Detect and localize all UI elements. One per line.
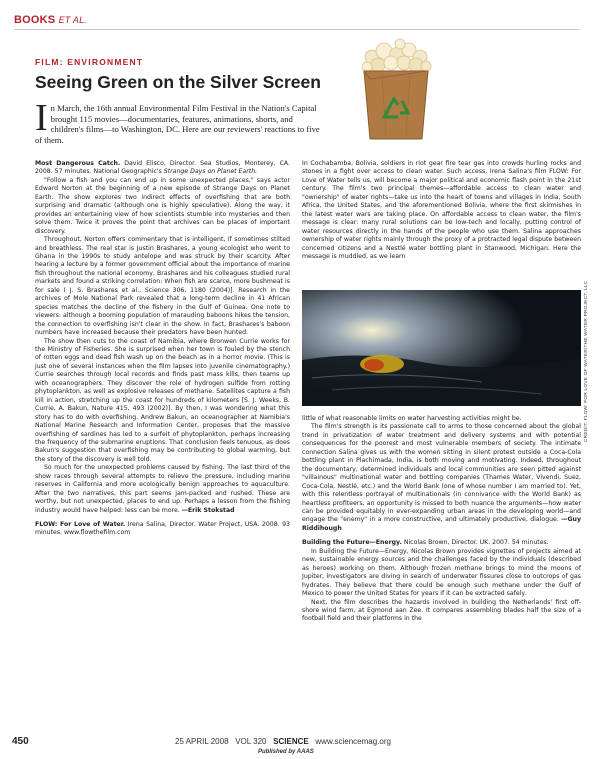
review2-p3-text: The film's strength is its passionate call to arms to those concerned about the global trend in privatization of water treatment and delivery systems and with potential consequences for the poorest and most vulnerable members of society. The intimate connection Salina gives us with the women sitting in silent protest outside a Coca-Cola bottling plant in Plachimada, India, is both moving and motivating. Indeed, throughout the documentary, determined individuals and local communities are seen pitted against "villainous" multinational water and bottling companies (Thames Water, Vivendi, Suez, Coca-Cola, Nestlé, etc.) and the World Bank (one of whose number I am married to). Yet, with this relentless portrayal of multinationals (in connivance with the World Bank) as heartless profiteers, an opportunity is missed to both nuance the arguments—how water can be provided equitably in ever-expanding urban areas in the developing world—and engage the "enemy" in a more constructive, and ultimately productive, dialogue. <box>302 423 581 524</box>
review1-p4-text: So much for the unexpected problems caused by fishing. The last third of the show races through several attempts to relieve the pressure, including marine reserves in California and more ecologically benign approaches to aquaculture. After the two narratives, this part seems jam-packed and rushed. These are worthy, but not unexpected, places to end up. Perhaps a lesson from the fishing industry would have helped: less can be more. <box>35 464 290 514</box>
column-right-top <box>302 160 581 261</box>
review2-credits: Irena Salina, Director. Water Project, USA. 2008. 93 minutes. www.flowthefilm.com <box>35 521 290 537</box>
film-still-svg <box>302 290 581 406</box>
footer-date: 25 APRIL 2008 <box>175 737 229 746</box>
column-right-bottom <box>302 415 581 624</box>
review1-paragraph: "Follow a fish and you can end up in some unexpected places," says actor Edward Norton at the beginning of a new episode of Strange Days on Planet Earth. The show explores two indirect effects of overfishing that are both surprising and dramatic (although one is highly speculative). Along the way, it provides an entertaining view of how scientists stumble into mysteries and then solve them. Twice it proves the point that archives can be places of important discovery. <box>35 176 290 235</box>
footer-publisher: Published by AAAS <box>258 749 314 755</box>
review2-heading-line <box>35 521 290 538</box>
column-left <box>35 160 290 538</box>
review1-paragraph <box>35 464 290 515</box>
paper-bag-shape <box>364 71 428 139</box>
page-number: 450 <box>12 736 29 747</box>
review1-heading: Most Dangerous Catch. <box>35 160 121 167</box>
review3-heading: Building the Future—Energy. <box>302 539 402 547</box>
section-label <box>14 14 87 26</box>
review2-heading: FLOW: For Love of Water. <box>35 521 126 529</box>
footer-journal: SCIENCE <box>273 737 309 746</box>
review3-paragraph: In Building the Future—Energy, Nicolas Brown provides vignettes of projects aimed at new, sustainable energy sources and the challenges faced by the individuals (described as heroes) working on them. Although frozen methane brings to mind the moons of Jupiter, investigators are diving in search of underwater fissures close to outcrops of gas hydrates. They believe that there could be enough such methane under the Gulf of Mexico to power the United States for years if it can be extracted safely. <box>302 547 581 598</box>
popcorn-bag-svg <box>342 35 450 143</box>
review3-paragraph: Next, the film describes the hazards involved in building the Netherlands' first off-shore wind farm, at Egmond aan Zee. It compares assembling blades half the size of a football field and their platforms in the <box>302 598 581 623</box>
intro-text: n March, the 16th annual Environmental Film Festival in the Nation's Capital brought 115 movies—documentaries, features, animations, shorts, and children's films—to Washington, DC. Here are our reviewers' reactions to five of them. <box>35 103 320 145</box>
photo-credit: CREDIT: FLOW: FOR LOVE OF WATER/THE WATER PROJECT, LLC <box>584 280 589 442</box>
footer-url[interactable]: www.sciencemag.org <box>315 737 391 746</box>
review3-credits: Nicolas Brown, Director. UK. 2007. 54 minutes. <box>403 539 549 547</box>
article-title: Seeing Green on the Silver Screen <box>35 72 321 92</box>
review2-paragraph: little of what reasonable limits on water harvesting activities might be. <box>302 415 522 422</box>
footer-volume: VOL 320 <box>235 737 267 746</box>
review1-series: Strange Days on Planet Earth. <box>163 168 258 176</box>
article-intro <box>35 97 325 145</box>
review2-paragraph <box>302 423 581 533</box>
film-still-photo <box>302 290 581 406</box>
review1-paragraph: Throughout, Norton offers commentary that is intelligent, if sometimes stilted and breathless. The real star is Justin Brashares, a young ecologist who went to Ghana in the 1990s to study antelope and was struck by their scarcity. After hearing a lecture by a former government official about the importance of marine fish throughout the national economy, Brashares and his colleagues studied rural markets and found a striking correlation: When fish are scarce, more bushmeat is for sale ( J. S. Brashares et al., Science 306, 1180 (2004)]. Research in the archives of Mole National Park revealed that a long-term decline in 41 African species matches the decline of the fishery in the Gulf of Guinea. One note to viewers: although a booming population of marauding baboons hikes the tension, the connection to overfishing isn't clear in the show. In fact, Brashares's baboon numbers have increased because their predators have been hunted. <box>35 236 290 337</box>
article-kicker: FILM: ENVIRONMENT <box>35 57 144 67</box>
review1-credits: David Elisco, Director. Sea Studios, Monterey, CA. 2008. 57 minutes. National Geographic's <box>35 160 291 176</box>
review2-paragraph: In Cochabamba, Bolivia, soldiers in riot gear fire tear gas into crowds hurling rocks and stones in a fight over access to clean water. Such access, Irena Salina's film FLOW: For Love of Water tells us, will become a major political and economic flash point in the 21st century. The film's two principal themes—affordable access to clean water and "ownership" of water rights—take us into the heart of towns and villages in India, South Africa, the United States, and the aforementioned Bolivia, where the first skirmishes in the latest water wars are taking place. On affordable access to clean water, the film's message is clear: many rural solutions can be low-tech and locally, putting control of water resources directly in the hands of the people who use them. Salina approaches ownership of water rights mainly through the proxy of a protracted legal dispute between concerned citizens and a Nestlé water bottling plant in Stanwood, Michigan. Here the message is muddled, as we learn <box>302 160 581 260</box>
intro-dropcap: I <box>35 97 48 139</box>
review1-paragraph: The show then cuts to the coast of Namibia, where Bronwen Currie works for the Ministry of Fisheries. She is surprised when her town is fouled by the stench of rotten eggs and dead fish wash up on the beach as in a horror movie. (This is just one of several instances when the film lapses into juvenile cinematography.) Currie searches through local records and finds past mass kills, then teams up with oceanographers. They discover the role of hydrogen sulfide from rotting phytoplankton, as well as explosive releases of methane. Satellites capture a fish kill in action, stretching up the coast for hundreds of kilometers [S. J. Weeks, B. Currie, A. Bakun, Nature 415, 493 (2002)]. By then, I was wondering what this story has to do with overfishing. Andrew Bakun, an oceanographer at Namibia's National Marine Research and Information Center, proposes that the massive overfishing of sardines has led to a surfeit of phytoplankton, perhaps increasing the frequency of the submarine eruptions. That conclusion feels tenuous, as does Bakun's suggestion that overfishing may be contributing to global warming, but the story of the discovery is well told. <box>35 337 290 463</box>
popcorn-bag-illustration <box>342 35 450 143</box>
review1-signature: —Erik Stokstad <box>181 506 235 514</box>
section-label-main: BOOKS <box>14 14 56 26</box>
review1-heading-line <box>35 160 290 177</box>
review3-heading-line <box>302 539 581 547</box>
review2-signature: —Guy Riddihough <box>302 516 581 532</box>
header-rule <box>14 29 579 30</box>
popcorn-kernels <box>362 39 431 72</box>
section-label-suffix: ET AL. <box>58 15 87 25</box>
footer-info <box>175 737 391 746</box>
